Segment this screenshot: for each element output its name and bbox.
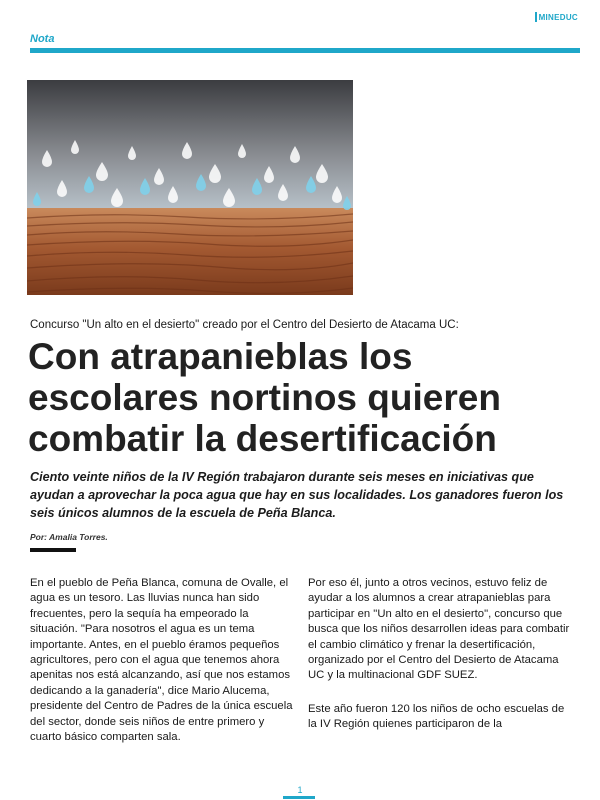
byline-rule [30,548,76,552]
body-paragraph: En el pueblo de Peña Blanca, comuna de Ovalle, el agua es un tesoro. Las lluvias nunca han sido frecuentes, pero la sequía ha empeorado la situación. "Para nosotros el agua es un tema importante. Antes, en el pueblo éramos pequeños agricultores, pero con el agua que tenemos ahora apenitas nos está alcanzando, así que nos estamos dedicando a la ganadería", dice Mario Alucema, presidente del Centro de Padres de la única escuela del sector, donde seis niños de entre primero y cuarto básico comparten sala. [30,577,293,744]
body-paragraph: Por eso él, junto a otros vecinos, estuvo feliz de ayudar a los alumnos a crear atrapanieblas para participar en "Un alto en el desierto", concurso que busca que los niños desarrollen ideas para combatir el cambio climático y frenar la desertificación, organizado por el Centro del Desierto de Atacama UC y la multinacional GDF SUEZ. [308,577,570,682]
body-column-right [308,576,576,733]
article-headline: Con atrapanieblas los escolares nortinos quieren combatir la desertificación [28,336,501,459]
section-rule [30,48,580,53]
page-number: 1 [297,785,303,795]
brand-logo [535,12,578,22]
body-column-left [30,576,298,745]
section-label: Nota [30,33,55,45]
body-paragraph: Este año fueron 120 los niños de ocho escuelas de la IV Región quienes participaron de la [308,702,565,731]
page-number-rule [283,796,315,799]
brand-mark-icon [535,12,537,22]
article-dek: Ciento veinte niños de la IV Región trabajaron durante seis meses en iniciativas que ayudan a aprovechar la poca agua que hay en sus localidades. Los ganadores fueron los seis únicos alumnos de la escuela de Peña Blanca. [30,470,564,520]
brand-name: MINEDUC [538,13,578,22]
hero-image [27,80,353,295]
article-byline: Por: Amalia Torres. [30,532,108,542]
article-kicker: Concurso "Un alto en el desierto" creado por el Centro del Desierto de Atacama UC: [30,319,459,331]
